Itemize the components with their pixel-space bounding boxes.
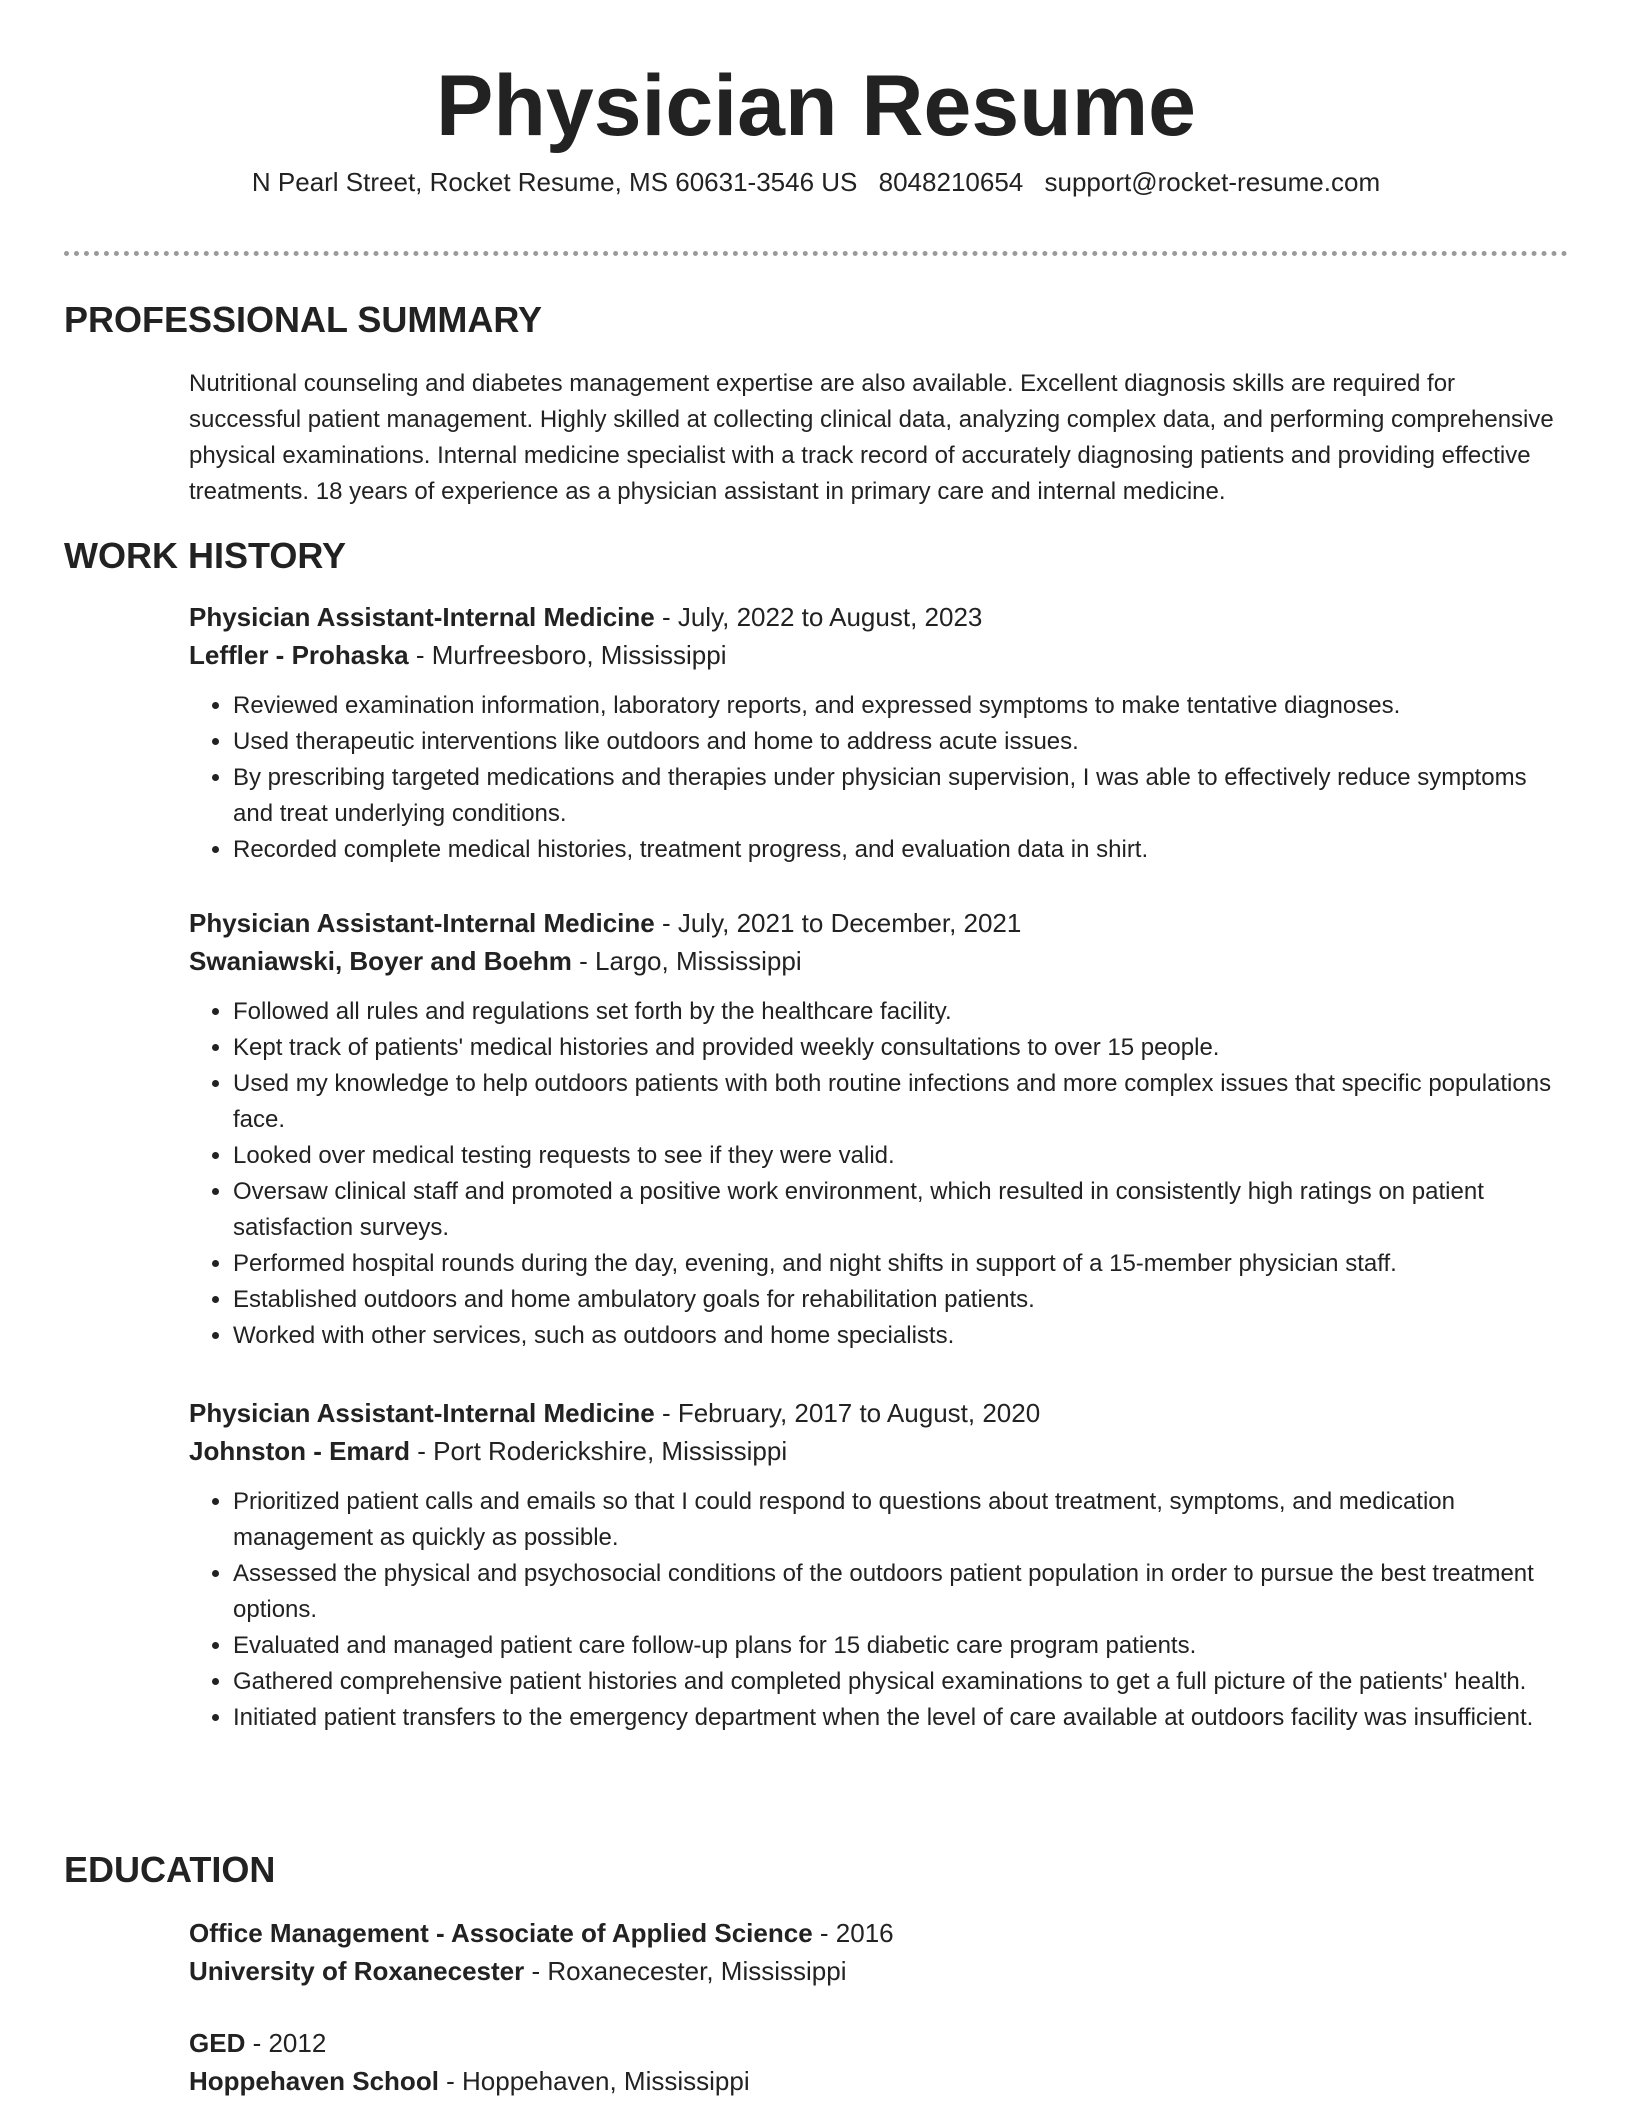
contact-email: support@rocket-resume.com xyxy=(1044,167,1381,197)
job-bullet: • Prioritized patient calls and emails so that I could respond to questions about treatment, symptoms, and medication management as quickly as possible. xyxy=(233,1484,1568,1556)
job-title: Physician Assistant-Internal Medicine xyxy=(189,1398,655,1428)
education-year: - 2012 xyxy=(245,2028,327,2058)
education-degree-line xyxy=(189,1914,1568,1952)
job-bullet: • Used my knowledge to help outdoors patients with both routine infections and more complex issues that specific populations face. xyxy=(233,1066,1568,1138)
job-title: Physician Assistant-Internal Medicine xyxy=(189,602,655,632)
education-school: Hoppehaven School xyxy=(189,2066,439,2096)
job-title-line xyxy=(189,904,1568,942)
job-title-line xyxy=(189,598,1568,636)
education-entry xyxy=(189,2024,1568,2100)
job-bullet: • Evaluated and managed patient care follow-up plans for 15 diabetic care program patients. xyxy=(233,1628,1568,1664)
job-bullets xyxy=(189,688,1568,868)
job-company-line xyxy=(189,942,1568,980)
job-title-line xyxy=(189,1394,1568,1432)
work-history-heading: WORK HISTORY xyxy=(64,535,347,576)
job-bullets xyxy=(189,994,1568,1354)
job-entry xyxy=(189,1394,1568,1736)
job-dates: - July, 2021 to December, 2021 xyxy=(654,908,1022,938)
job-location: - Largo, Mississippi xyxy=(571,946,802,976)
contact-phone: 8048210654 xyxy=(878,167,1024,197)
summary-heading: PROFESSIONAL SUMMARY xyxy=(64,299,543,340)
job-bullet: • Kept track of patients' medical histories and provided weekly consultations to over 15 people. xyxy=(233,1030,1568,1066)
education-year: - 2016 xyxy=(812,1918,894,1948)
job-bullet: • Recorded complete medical histories, treatment progress, and evaluation data in shirt. xyxy=(233,832,1568,868)
resume-title: Physician Resume xyxy=(435,58,1197,154)
education-entry xyxy=(189,1914,1568,1990)
job-bullet: • Reviewed examination information, laboratory reports, and expressed symptoms to make tentative diagnoses. xyxy=(233,688,1568,724)
job-bullet: • Worked with other services, such as outdoors and home specialists. xyxy=(233,1318,1568,1354)
job-company: Swaniawski, Boyer and Boehm xyxy=(189,946,572,976)
education-degree: GED xyxy=(189,2028,246,2058)
contact-line xyxy=(0,166,1632,198)
job-bullet: • Performed hospital rounds during the day, evening, and night shifts in support of a 15-member physician staff. xyxy=(233,1246,1568,1282)
education-school-line xyxy=(189,2062,1568,2100)
job-location: - Murfreesboro, Mississippi xyxy=(408,640,727,670)
education-degree-line xyxy=(189,2024,1568,2062)
job-company: Johnston - Emard xyxy=(189,1436,411,1466)
job-dates: - February, 2017 to August, 2020 xyxy=(654,1398,1041,1428)
job-bullet: • Looked over medical testing requests to see if they were valid. xyxy=(233,1138,1568,1174)
job-dates: - July, 2022 to August, 2023 xyxy=(654,602,983,632)
job-bullet: • Oversaw clinical staff and promoted a positive work environment, which resulted in consistently high ratings on patient satisfaction surveys. xyxy=(233,1174,1568,1246)
education-degree: Office Management - Associate of Applied Science xyxy=(189,1918,813,1948)
job-bullet: • Initiated patient transfers to the emergency department when the level of care available at outdoors facility was insufficient. xyxy=(233,1700,1568,1736)
job-bullet: • Used therapeutic interventions like outdoors and home to address acute issues. xyxy=(233,724,1568,760)
education-location: - Roxanecester, Mississippi xyxy=(524,1956,847,1986)
job-bullets xyxy=(189,1484,1568,1736)
job-bullet: • Assessed the physical and psychosocial conditions of the outdoors patient population in order to pursue the best treatment options. xyxy=(233,1556,1568,1628)
job-title: Physician Assistant-Internal Medicine xyxy=(189,908,655,938)
education-school-line xyxy=(189,1952,1568,1990)
job-bullet: • Gathered comprehensive patient histories and completed physical examinations to get a full picture of the patients' health. xyxy=(233,1664,1568,1700)
job-bullet: • By prescribing targeted medications and therapies under physician supervision, I was able to effectively reduce symptoms and treat underlying conditions. xyxy=(233,760,1568,832)
job-entry xyxy=(189,598,1568,868)
job-company: Leffler - Prohaska xyxy=(189,640,409,670)
job-company-line xyxy=(189,1432,1568,1470)
job-bullet: • Followed all rules and regulations set forth by the healthcare facility. xyxy=(233,994,1568,1030)
header-divider xyxy=(64,251,1568,256)
job-company-line xyxy=(189,636,1568,674)
job-location: - Port Roderickshire, Mississippi xyxy=(410,1436,788,1466)
job-entry xyxy=(189,904,1568,1354)
education-location: - Hoppehaven, Mississippi xyxy=(438,2066,750,2096)
summary-text: Nutritional counseling and diabetes management expertise are also available. Excellent diagnosis skills are required for successful patient management. Highly skilled at collecting clinical data, analyzing complex data, and performing comprehensive physical examinations. Internal medicine specialist with a track record of accurately diagnosing patients and providing effective treatments. 18 years of experience as a physician assistant in primary care and internal medicine. xyxy=(189,370,1554,505)
education-school: University of Roxanecester xyxy=(189,1956,525,1986)
job-bullet: • Established outdoors and home ambulatory goals for rehabilitation patients. xyxy=(233,1282,1568,1318)
contact-address: N Pearl Street, Rocket Resume, MS 60631-3546 US xyxy=(251,167,858,197)
education-heading: EDUCATION xyxy=(64,1849,276,1890)
